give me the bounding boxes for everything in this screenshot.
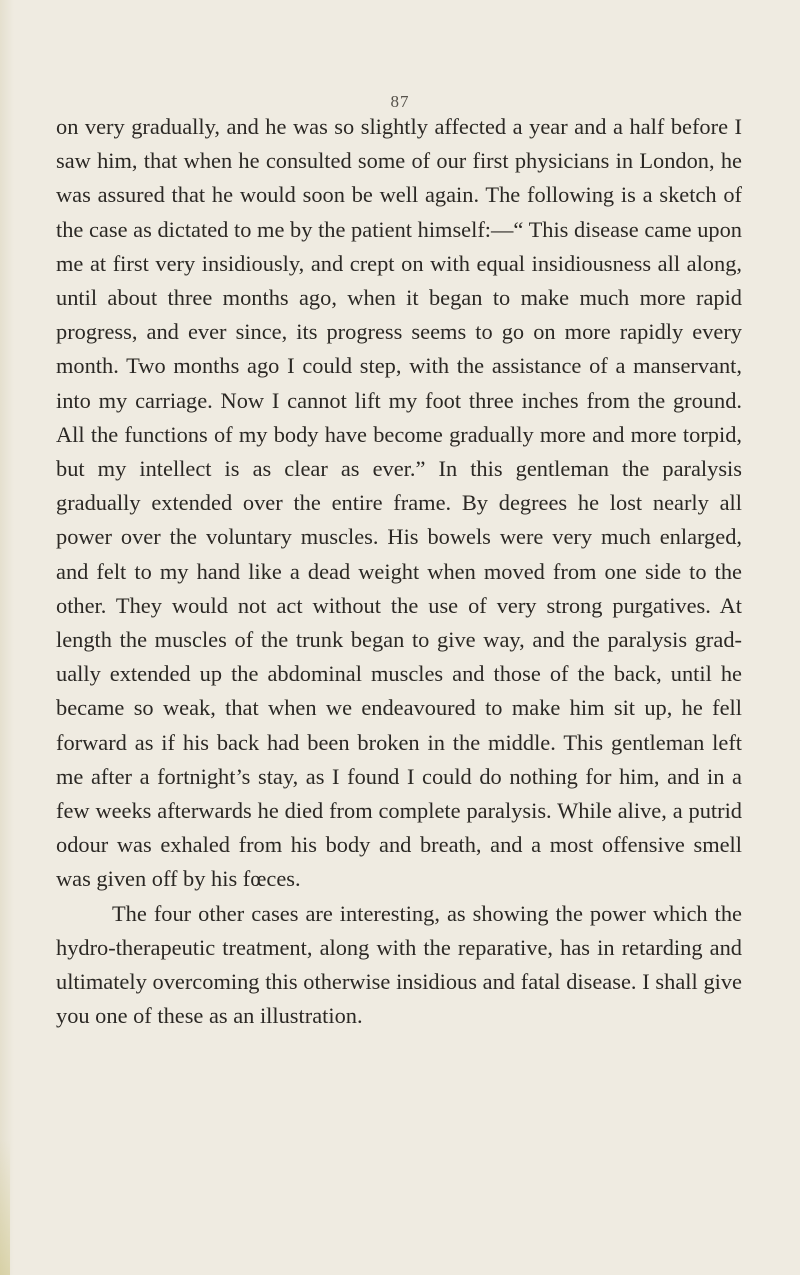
page-edge-stain — [0, 1140, 10, 1275]
body-text — [56, 110, 742, 1033]
page-number: 87 — [390, 92, 410, 111]
paragraph-2: The four other cases are interesting, as showing the power which the hydro-therapeutic treatment, along with the reparative, has in retarding and ultimately overcoming this otherwise insidious and fatal disease. I shall give you one of these as an illustration. — [56, 900, 742, 1029]
paragraph-1: on very gradually, and he was so slightly affected a year and a half before I saw him, that when he consulted some of our first physicians in London, he was assured that he would soon be well again. The following is a sketch of the case as dictated to me by the patient himself:—“ This disease came upon me at first very insidiously, and crept on with equal insidiousness all along, until about three months ago, when it began to make much more rapid progress, and ever since, its progress seems to go on more rapidly every month. Two months ago I could step, with the assistance of a manservant, into my carriage. Now I cannot lift my foot three inches from the ground. All the functions of my body have become gradually more and more torpid, but my intellect is as clear as ever.” In this gentleman the paralysis gradually extended over the entire frame. By degrees he lost nearly all power over the voluntary muscles. His bowels were very much enlarged, and felt to my hand like a dead weight when moved from one side to the other. They would not act without the use of very strong purgatives. At length the muscles of the trunk began to give way, and the paralysis gradually extended up the abdominal muscles and those of the back, until he became so weak, that when we endeavoured to make him sit up, he fell forward as if his back had been broken in the middle. This gentleman left me after a fortnight’s stay, as I found I could do nothing for him, and in a few weeks afterwards he died from complete paralysis. While alive, a putrid odour was exhaled from his body and breath, and a most offensive smell was given off by his fœces. — [56, 114, 742, 892]
